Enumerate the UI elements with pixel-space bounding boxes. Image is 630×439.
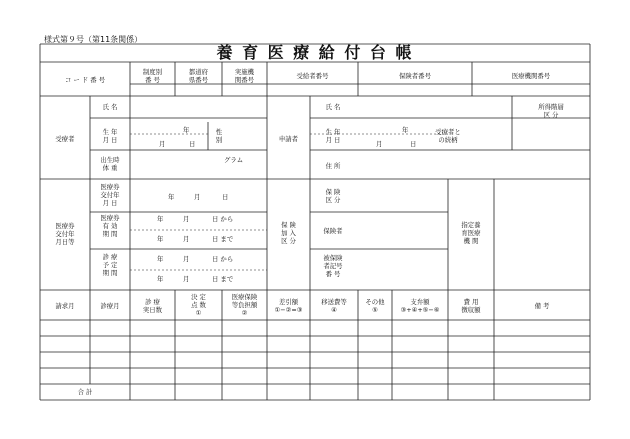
patient-day: 日 — [189, 140, 196, 148]
issue-day: 日 — [222, 193, 229, 201]
todofuken-label: 都道府 県番号 — [188, 68, 209, 84]
patient-sex-label: 性 別 — [215, 128, 223, 144]
gram-unit: グラム — [224, 156, 244, 164]
insurance-section-label: 保 険 加 入 区 分 — [281, 221, 296, 245]
col-transport: 移送費等 ④ — [321, 298, 347, 314]
col-collection: 費 用 徴収額 — [461, 298, 481, 314]
col-treatment-month: 診療月 — [100, 302, 120, 310]
issue-date-label: 医療券 交付年 月 日 — [100, 183, 120, 207]
validity-to: 日 まで — [212, 235, 234, 243]
applicant-month: 月 — [376, 140, 383, 148]
validity-label: 医療券 有 効 期 間 — [100, 214, 120, 238]
patient-dob-label: 生 年 月 日 — [102, 128, 118, 144]
col-insurance-burden: 医療保険 等負担額 ② — [231, 293, 258, 317]
applicant-name-label: 氏 名 — [325, 103, 341, 111]
insured-number-label: 被保険 者記号 番 号 — [323, 254, 343, 278]
total-label: 合 計 — [77, 388, 93, 396]
validity-to-month: 月 — [183, 235, 190, 243]
code-number-label: コ ー ド 番 号 — [64, 76, 106, 84]
col-billing-month: 請求月 — [55, 302, 75, 310]
treatment-to: 日 まで — [212, 275, 234, 283]
col-payment: 支弁額 ③+④+⑤−⑥ — [400, 298, 440, 314]
treatment-to-year: 年 — [157, 275, 164, 283]
col-remarks: 備 考 — [534, 302, 550, 310]
applicant-dob-label: 生 年 月 日 — [325, 128, 341, 144]
relation-label: 受療者と の続柄 — [435, 128, 461, 144]
page-title: 養 育 医 療 給 付 台 帳 — [216, 43, 414, 62]
address-label: 住 所 — [325, 162, 341, 170]
treatment-from-month: 月 — [183, 255, 190, 263]
treatment-from-year: 年 — [157, 255, 164, 263]
ticket-section-label: 医療券 交付年 月日等 — [55, 222, 75, 246]
issue-year: 年 — [168, 193, 175, 201]
insurance-category-label: 保 険 区 分 — [325, 188, 341, 204]
income-class-label: 所得階層 区 分 — [538, 103, 564, 119]
applicant-section-label: 申請者 — [278, 135, 299, 143]
applicant-day: 日 — [410, 140, 417, 148]
form-label: 様式第９号（第11条関係） — [44, 35, 143, 44]
treatment-from: 日 から — [212, 255, 234, 263]
birth-weight-label: 出生時 体 重 — [100, 156, 120, 172]
patient-month: 月 — [159, 140, 166, 148]
validity-from-year: 年 — [157, 215, 164, 223]
jisshi-label: 実施機 関番号 — [234, 68, 255, 84]
issue-month: 月 — [194, 193, 201, 201]
patient-section-label: 受療者 — [55, 135, 75, 143]
col-decided-points: 決 定 点 数 ① — [191, 293, 206, 317]
iryokikan-label: 医療機関番号 — [511, 72, 551, 80]
treatment-label: 診 療 予 定 期 間 — [102, 253, 118, 277]
col-treatment-days: 診 療 実日数 — [142, 298, 163, 314]
treatment-to-month: 月 — [183, 275, 190, 283]
hokensha-label: 保険者番号 — [399, 72, 431, 80]
validity-to-year: 年 — [157, 235, 164, 243]
col-difference: 差引額 ①−②=③ — [274, 298, 303, 314]
patient-year: 年 — [183, 126, 190, 134]
col-other: その他 ⑤ — [365, 298, 385, 314]
kyufusha-label: 受給者番号 — [296, 72, 329, 80]
insurer-label: 保険者 — [323, 227, 343, 235]
validity-from-month: 月 — [183, 215, 190, 223]
seido-label: 制度別 番 号 — [142, 68, 163, 84]
patient-name-label: 氏 名 — [102, 103, 118, 111]
validity-from: 日 から — [212, 215, 234, 223]
designated-institution-label: 指定養 育医療 機 関 — [461, 221, 481, 245]
applicant-year: 年 — [402, 126, 409, 134]
